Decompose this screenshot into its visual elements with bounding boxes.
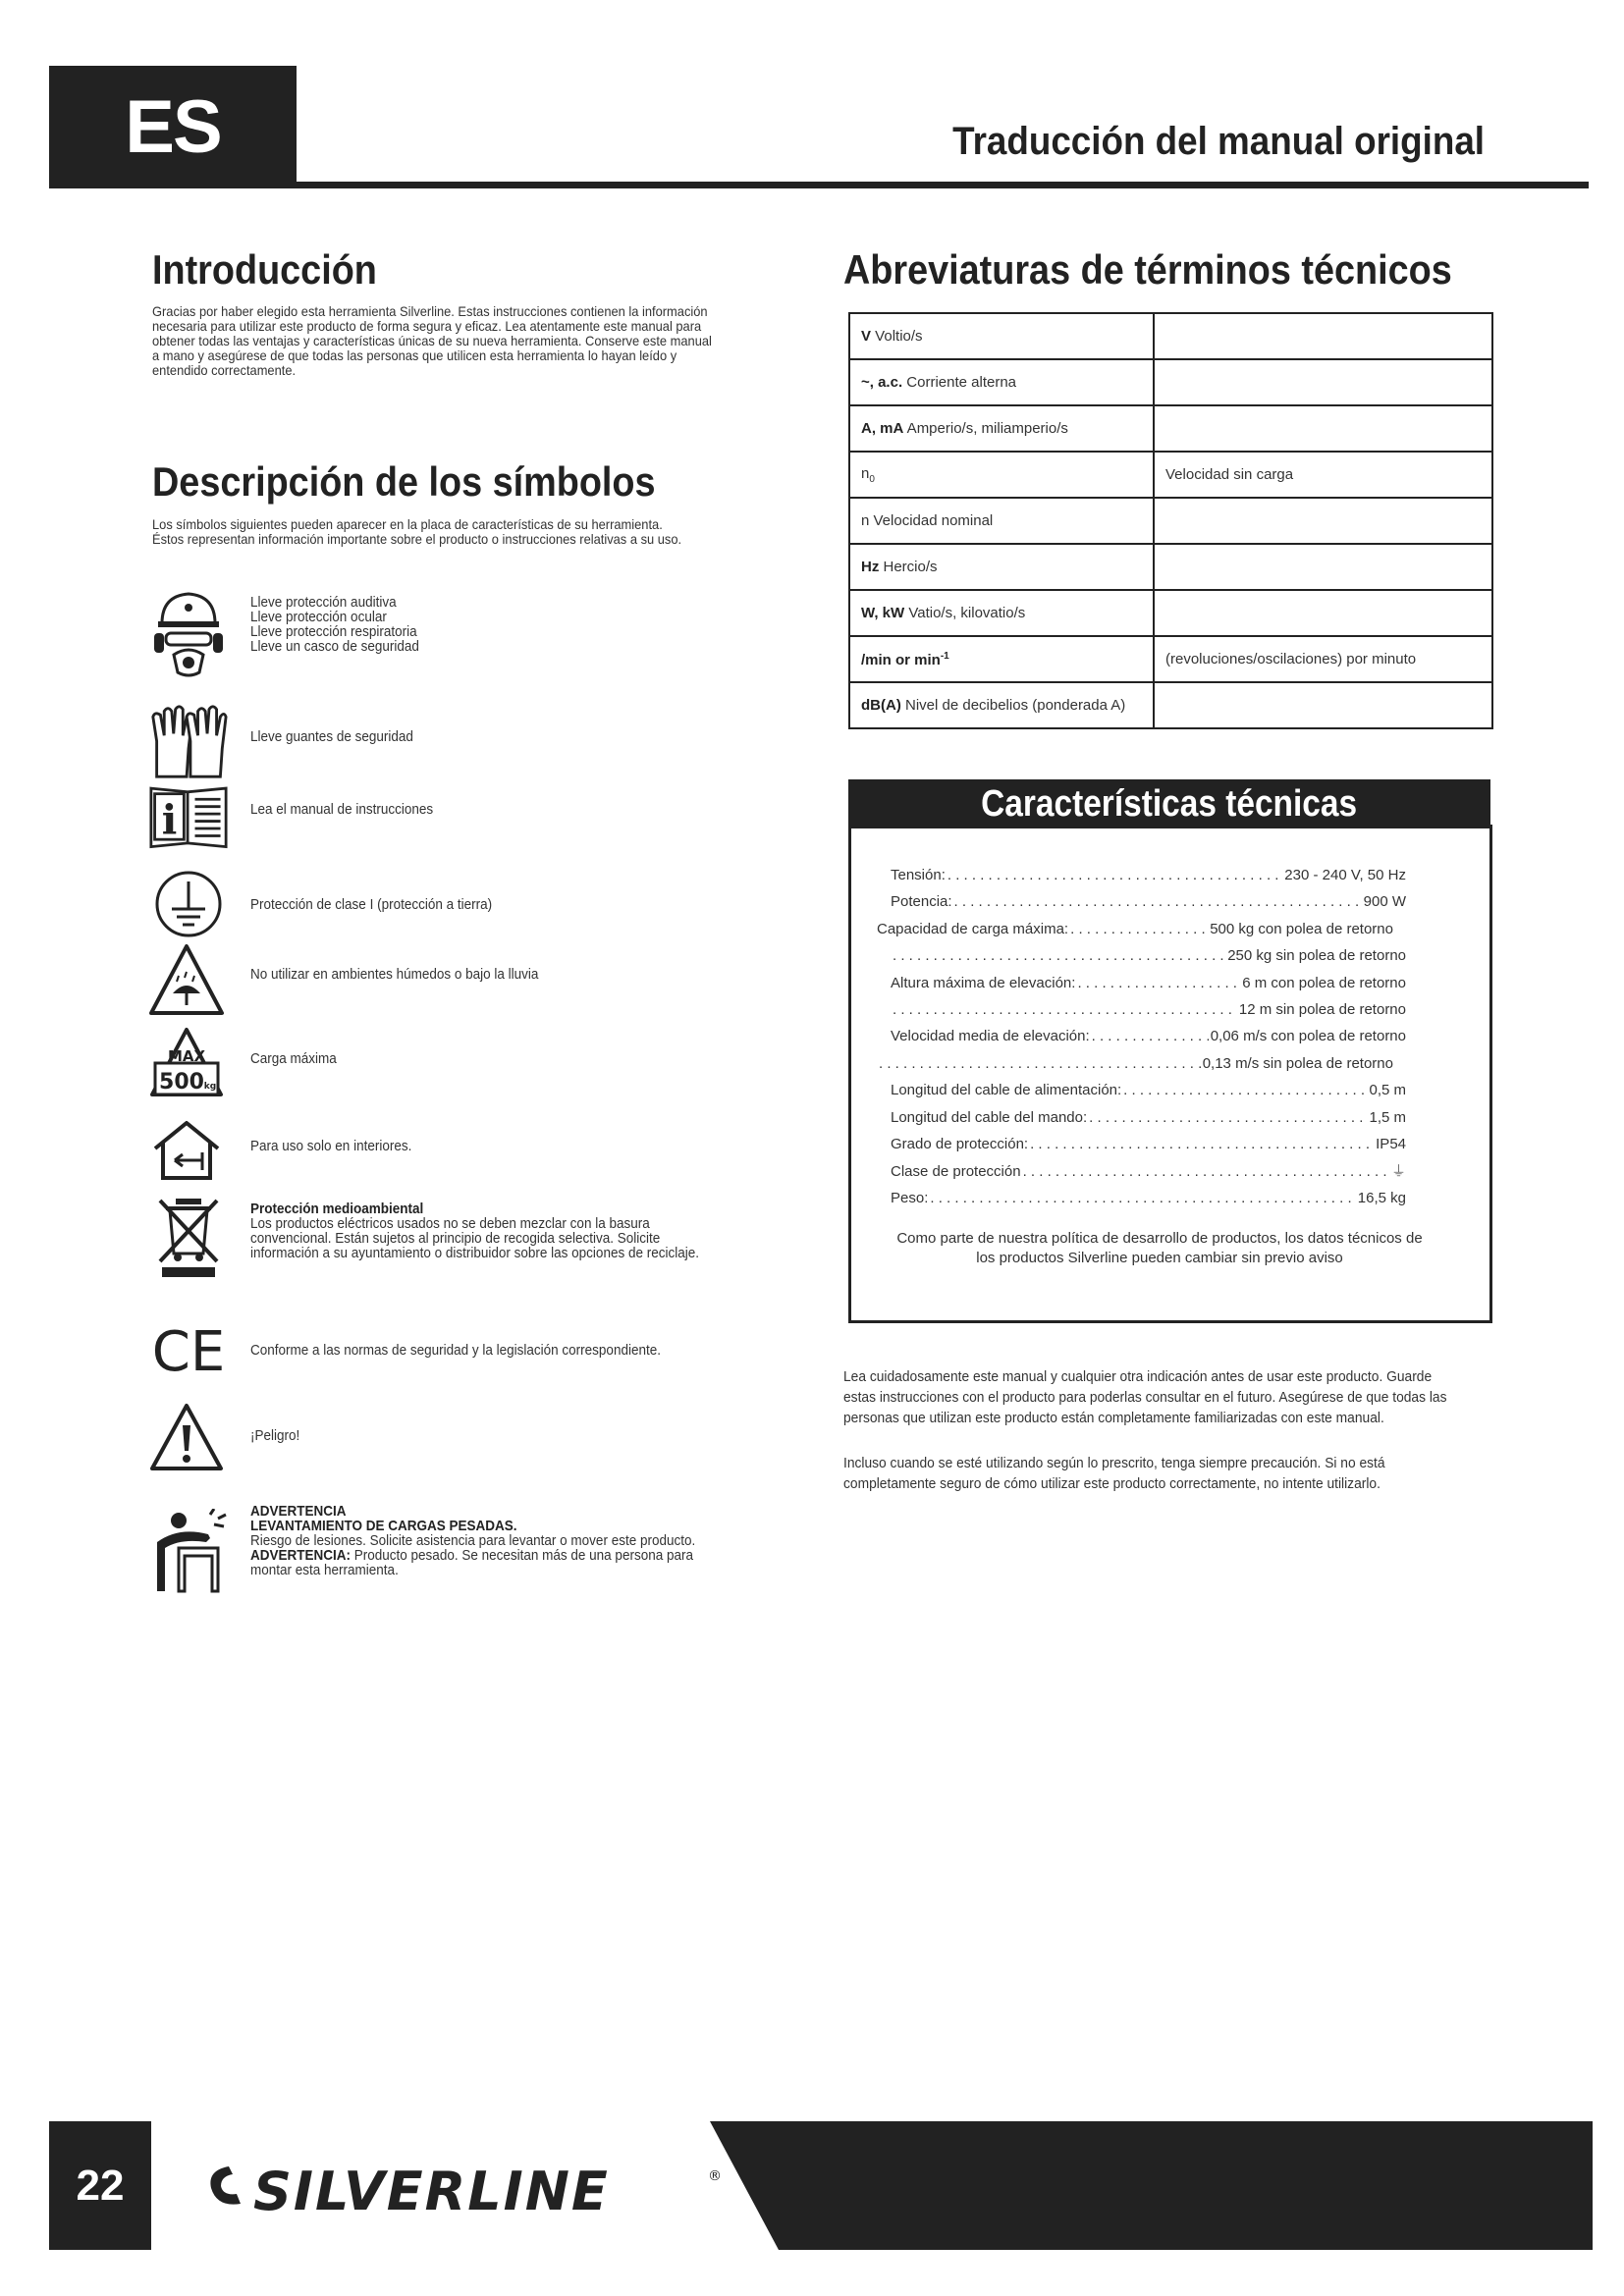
gloves-icon: [149, 702, 228, 780]
table-row: V Voltio/s: [849, 313, 1492, 359]
symbol-text-ce: Conforme a las normas de seguridad y la legislación correspondiente.: [250, 1342, 661, 1359]
table-row: W, kW Vatio/s, kilovatio/s: [849, 590, 1492, 636]
language-tab: [49, 66, 297, 187]
symbol-text-indoor: Para uso solo en interiores.: [250, 1138, 412, 1154]
symbol-text-rain-warning: No utilizar en ambientes húmedos o bajo la lluvia: [250, 966, 539, 983]
specs-note: Como parte de nuestra política de desarrollo de productos, los datos técnicos de los productos Silverline pueden cambiar sin previo aviso: [896, 1230, 1423, 1266]
abbreviations-heading: Abreviaturas de términos técnicos: [843, 246, 1452, 293]
spec-row: Potencia: . . . 900 W: [891, 894, 1406, 909]
svg-text:i: i: [161, 796, 178, 844]
intro-paragraph: Gracias por haber elegido esta herramienta Silverline. Estas instrucciones contienen la información necesaria para utilizar este producto de forma segura y eficaz. Lea atentamente este manual para obtener todas las ventajas y características únicas de su nueva herramienta. Conserve este manual a mano y asegúrese de que todas las personas que utilicen esta herramienta lo hayan leído y entendido correctamente.: [152, 303, 712, 378]
spec-row: Tensión: . . . 230 - 240 V, 50 Hz: [891, 868, 1406, 882]
spec-row: . . . 0,13 m/s sin polea de retorno: [877, 1056, 1393, 1071]
table-row: Hz Hercio/s: [849, 544, 1492, 590]
symbol-text-earth: Protección de clase I (protección a tierra): [250, 896, 493, 913]
indoor-icon: [147, 1111, 226, 1190]
spec-row: . . . 250 kg sin polea de retorno: [891, 948, 1406, 963]
spec-row: Longitud del cable de alimentación: . . . 0,5 m: [891, 1083, 1406, 1097]
table-row: ~, a.c. Corriente alterna: [849, 359, 1492, 405]
brand-name: SILVERLINE: [253, 2161, 610, 2222]
page-title: Traducción del manual original: [952, 120, 1485, 163]
rain-warning-icon: [147, 940, 226, 1019]
symbol-text-manual: Lea el manual de instrucciones: [250, 801, 434, 818]
max-load-label-unit: kg: [203, 1082, 217, 1092]
footer-divider: [151, 2121, 160, 2250]
language-code: ES: [125, 84, 221, 169]
brand-logo: [160, 2121, 788, 2250]
spec-row: Longitud del cable del mando: . . . 1,5 m: [891, 1110, 1406, 1125]
symbol-text-safety-gear: Lleve protección auditiva Lleve protección ocular Lleve protección respiratoria Lleve un casco de seguridad: [250, 594, 419, 655]
ce-mark-label: CE: [151, 1323, 226, 1378]
table-row: /min or $\min^{-1}$ (revoluciones/oscilaciones) por minuto: [849, 636, 1492, 682]
symbol-text-max-load: Carga máxima: [250, 1050, 337, 1067]
safety-gear-icon: [149, 595, 228, 673]
earth-icon: [149, 865, 228, 943]
spec-row: Velocidad media de elevación: . . . 0,06 m/s con polea de retorno: [891, 1029, 1406, 1043]
page-number: 22: [76, 2161, 125, 2210]
max-load-icon: [147, 1022, 226, 1100]
heavy-lift-icon: [149, 1512, 228, 1590]
table-row: n Velocidad nominal: [849, 498, 1492, 544]
symbols-heading: Descripción de los símbolos: [152, 458, 656, 505]
symbol-text-gloves: Lleve guantes de seguridad: [250, 728, 413, 745]
ce-mark-icon: [149, 1311, 228, 1390]
header-rule: [49, 182, 1589, 188]
spec-row: Capacidad de carga máxima: . . . 500 kg con polea de retorno: [877, 922, 1393, 936]
spec-row: Altura máxima de elevación: . . . 6 m con polea de retorno: [891, 976, 1406, 990]
symbol-text-heavy-lift: ADVERTENCIA LEVANTAMIENTO DE CARGAS PESADAS. Riesgo de lesiones. Solicite asistencia para levantar o mover este producto. ADVERTENCIA: Producto pesado. Se necesitan más de una persona para montar esta herramienta.: [250, 1503, 696, 1578]
symbol-text-weee: Protección medioambiental Los productos eléctricos usados no se deben mezclar con la basura convencional. Están sujetos al principio de recogida selectiva. Solicite información a su ayuntamiento o distribuidor sobre las opciones de reciclaje.: [250, 1201, 700, 1261]
abbreviations-table: [848, 312, 1493, 729]
symbols-intro: Los símbolos siguientes pueden aparecer en la placa de características de su herramienta. Éstos representan información importante sobre el producto o instrucciones relativas a su uso.: [152, 516, 682, 547]
table-row: $n_0$ Velocidad sin carga: [849, 452, 1492, 498]
danger-icon: [147, 1398, 226, 1476]
specs-heading: Características técnicas: [848, 779, 1490, 828]
spec-row: Clase de protección . . . ⏚: [891, 1164, 1406, 1179]
spec-row: Peso: . . . 16,5 kg: [891, 1191, 1406, 1205]
closing-paragraph-1: Lea cuidadosamente este manual y cualquier otra indicación antes de usar este producto. Guarde estas instrucciones con el producto para poderlas consultar en el futuro. Asegúrese de que todas las personas que utilizan este producto están completamente familiarizadas con este manual.: [843, 1368, 1447, 1426]
max-load-label-top: MAX: [167, 1047, 206, 1065]
registered-mark: ®: [708, 2168, 722, 2184]
max-load-label-bottom: 500: [159, 1070, 204, 1095]
spec-row: . . . 12 m sin polea de retorno: [891, 1002, 1406, 1017]
intro-heading: Introducción: [152, 246, 377, 293]
spec-row: Grado de protección: . . . IP54: [891, 1137, 1406, 1151]
weee-bin-icon: [149, 1198, 228, 1276]
earth-icon: ⏚: [1390, 1163, 1406, 1180]
symbol-text-danger: ¡Peligro!: [250, 1427, 300, 1444]
table-row: dB(A) Nivel de decibelios (ponderada A): [849, 682, 1492, 728]
manual-icon: [149, 776, 228, 855]
closing-paragraph-2: Incluso cuando se esté utilizando según lo prescrito, tenga siempre precaución. Si no está completamente seguro de cómo utilizar este producto correctamente, no intente utilizarlo.: [843, 1455, 1385, 1492]
table-row: A, mA Amperio/s, miliamperio/s: [849, 405, 1492, 452]
